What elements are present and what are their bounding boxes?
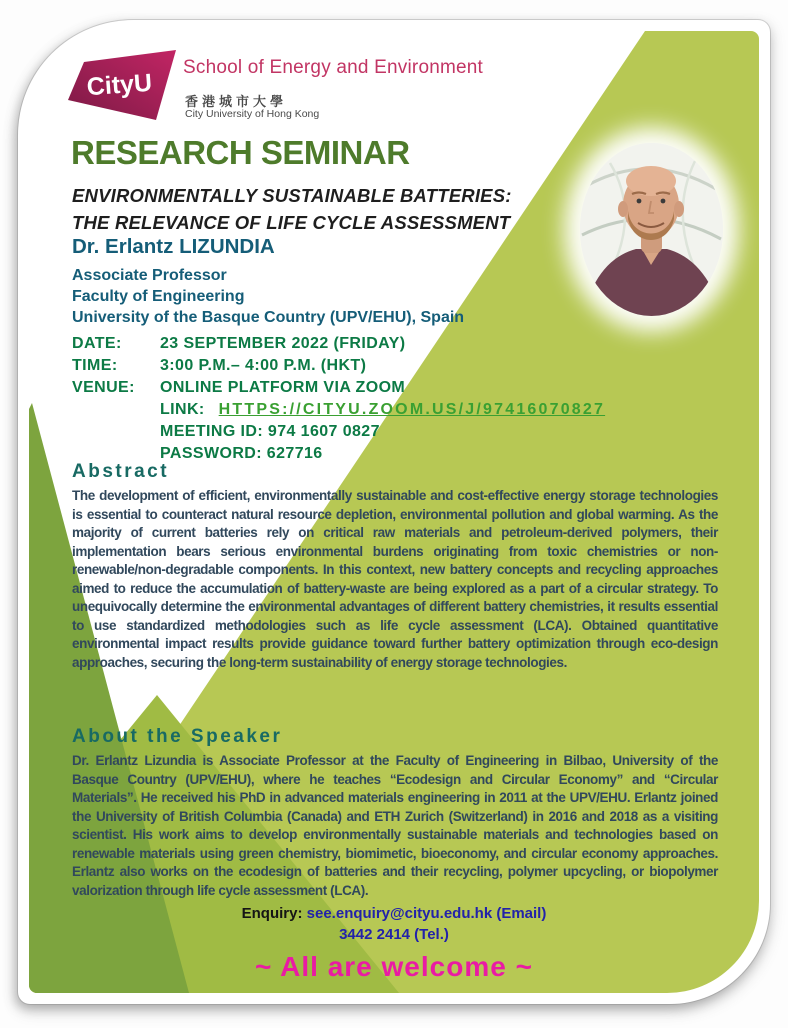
meeting-id: MEETING ID: 974 1607 0827 [160, 423, 380, 440]
speaker-position: Associate Professor [72, 267, 227, 284]
speaker-photo [580, 143, 723, 316]
university-english-name: City University of Hong Kong [185, 108, 320, 120]
abstract-body: The development of efficient, environmentally sustainable and cost-effective energy storage technologies is essential to counteract natural resource depletion, environmental pollution and global warming. As the majority of current batteries rely on critical raw materials and petroleum-derived polymers, their implementation bears serious environmental burdens originating from toxic chemistries or non-renewable/non-degradable components. In this context, new battery concepts and recycling approaches aimed to reduce the accumulation of battery-waste are being explored as a part of a circular strategy. To unequivocally determine the environmental advantages of different battery chemistries, it results essential to use standardized methodologies such as life cycle assessment (LCA). Obtained quantitative environmental impact results provide guidance toward further battery optimization through eco-design approaches, securing the long-term sustainability of energy storage technologies. [72, 488, 718, 670]
time-label: TIME: [72, 357, 118, 374]
time-value: 3:00 P.M.– 4:00 P.M. (HKT) [160, 357, 367, 374]
all-are-welcome-banner: ~ All are welcome ~ [255, 951, 533, 982]
about-speaker-heading: About the Speaker [72, 726, 283, 747]
poster-content-area [29, 31, 759, 993]
date-value: 23 SEPTEMBER 2022 (FRIDAY) [160, 335, 406, 352]
seminar-title-line2: THE RELEVANCE OF LIFE CYCLE ASSESSMENT [72, 212, 511, 233]
school-name: School of Energy and Environment [183, 57, 484, 78]
venue-label: VENUE: [72, 379, 135, 396]
speaker-affiliation: University of the Basque Country (UPV/EHU), Spain [72, 309, 465, 326]
speaker-faculty: Faculty of Engineering [72, 288, 245, 305]
seminar-kicker: RESEARCH SEMINAR [71, 134, 410, 171]
date-label: DATE: [72, 335, 122, 352]
abstract-heading: Abstract [72, 461, 170, 482]
enquiry-block [29, 903, 759, 945]
venue-value: ONLINE PLATFORM VIA ZOOM [160, 379, 406, 396]
cityu-logo [68, 50, 178, 120]
zoom-meeting-link[interactable]: HTTPS://CITYU.ZOOM.US/J/97416070827 [218, 401, 606, 418]
university-chinese-name: 香港城市大學 [185, 94, 288, 109]
cityu-logo-text: CityU [85, 68, 153, 102]
enquiry-label: Enquiry: [241, 905, 303, 922]
meeting-password: PASSWORD: 627716 [160, 445, 323, 462]
seminar-title [72, 182, 512, 236]
speaker-block [72, 235, 464, 328]
speaker-portrait-illustration [580, 143, 723, 316]
event-details [72, 335, 605, 467]
speaker-name: Dr. Erlantz LIZUNDIA [72, 235, 275, 258]
link-label: LINK: [160, 401, 205, 418]
enquiry-email[interactable]: see.enquiry@cityu.edu.hk (Email) [306, 905, 547, 922]
about-speaker-body: Dr. Erlantz Lizundia is Associate Professor at the Faculty of Engineering in Bilbao, University of the Basque Country (UPV/EHU), where he teaches “Ecodesign and Circular Economy” and “Circular Materials”. He received his PhD in advanced materials engineering in 2011 at the UPV/EHU. Erlantz joined the University of British Columbia (Canada) and ETH Zurich (Switzerland) in 2016 and 2018 as a visiting scientist. His work aims to develop environmentally sustainable materials and technologies based on renewable materials using green chemistry, biomimetic, bioeconomy, and circular economy approaches. Erlantz also works on the ecodesign of batteries and their recycling, polymer upcycling, or biopolymer valorization through life cycle assessment (LCA). [72, 753, 718, 898]
poster-card [18, 20, 770, 1004]
cityu-logo-shape [68, 50, 178, 120]
enquiry-line [29, 903, 759, 924]
seminar-title-line1: ENVIRONMENTALLY SUSTAINABLE BATTERIES: [72, 185, 512, 206]
enquiry-tel: 3442 2414 (Tel.) [339, 926, 449, 943]
